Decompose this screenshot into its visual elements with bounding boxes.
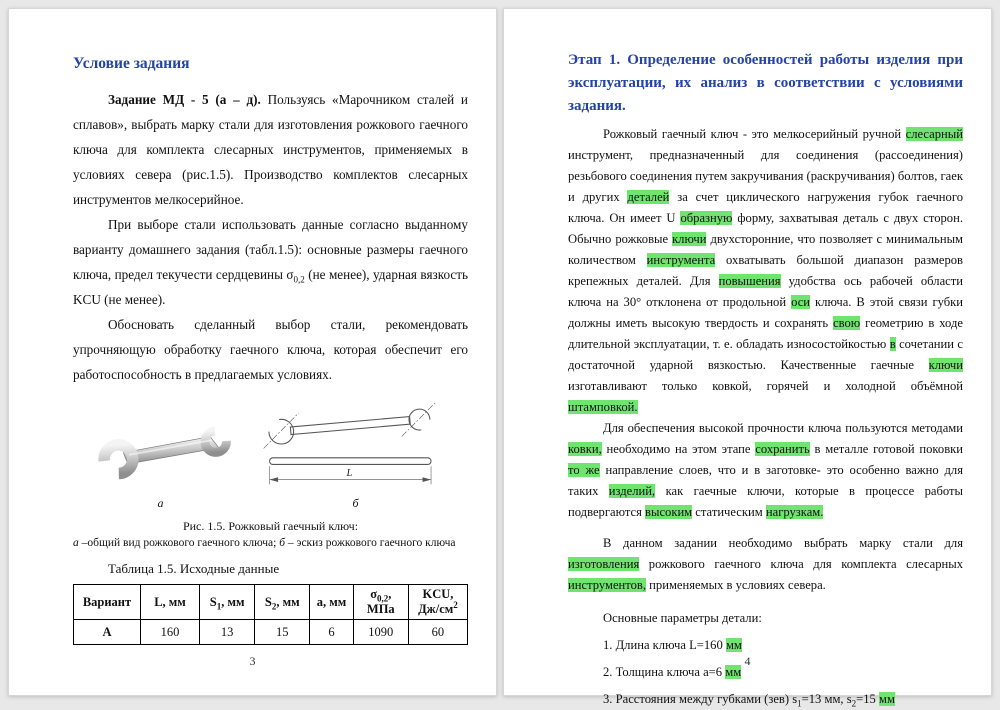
figure-part-b xyxy=(256,397,456,511)
page-left-content xyxy=(9,9,496,645)
dim-arrow-left xyxy=(269,477,278,482)
table-cell: 60 xyxy=(408,620,467,645)
figure-part-a xyxy=(86,399,236,511)
params-heading: Основные параметры детали: xyxy=(603,611,762,625)
section-heading: Условие задания xyxy=(73,55,190,72)
section-heading: Этап 1. Определение особенностей работы изделия при эксплуатации, их анализ в соответствии с условиями задания. xyxy=(568,52,963,114)
dim-label-L: L xyxy=(346,467,352,479)
page-left xyxy=(8,8,497,696)
table-cell: 13 xyxy=(200,620,255,645)
list-item: 2. Толщина ключа а=6 мм xyxy=(603,665,742,679)
table-cell: 1090 xyxy=(353,620,408,645)
table-cell: А xyxy=(74,620,141,645)
page-number: 4 xyxy=(744,654,751,668)
table-row xyxy=(74,620,468,645)
figure-label-a: а xyxy=(157,496,164,510)
wrench-sketch-figure xyxy=(256,397,456,492)
table-header-cell: KCU, $Дж/см^2$ xyxy=(408,585,467,620)
table-cell: 6 xyxy=(310,620,353,645)
paragraph: В данном задании необходимо выбрать марку стали для изготовления рожкового гаечного ключа для комплекта слесарных инструментов, применяемых в условиях севера. xyxy=(568,536,963,592)
page-number: 3 xyxy=(249,654,256,668)
table-cell: 160 xyxy=(140,620,199,645)
paragraph: Задание МД - 5 (а – д). Пользуясь «Марочником сталей и сплавов», выбрать марку стали для изготовления рожкового гаечного ключа для комплекта слесарных инструментов, применяемых в условиях севера (рис.1.5). Производство комплектов слесарных инструментов мелкосерийное. xyxy=(73,92,468,207)
paragraph: Рожковый гаечный ключ - это мелкосерийный ручной слесарный инструмент, предназначенный для соединения (рассоединения) резьбового соединения путем закручивания (раскручивания) болтов, гаек и других деталей за счет циклического нагружения губок гаечного ключа. Он имеет U образную форму, захватывая деталь с двух сторон. Обычно рожковые ключи двухсторонние, что позволяет с минимальным количеством инструмента охватывать большой диапазон размеров крепежных деталей. Для повышения удобства ось рабочей области ключа на 30° отклонена от продольной оси ключа. В этой связи губки должны иметь высокую твердость и сохранять свою геометрию в ходе длительной эксплуатации, т. е. обладать износостойкостью в сочетании с достаточной ударной вязкостью. Качественные гаечные ключи изготавливают только ковкой, горячей и холодной объёмной штамповкой. xyxy=(568,127,964,414)
table-header-cell: $S_2$, мм xyxy=(255,585,310,620)
table-cell: 15 xyxy=(255,620,310,645)
page-right-content xyxy=(504,9,991,710)
figure-1-5 xyxy=(73,397,468,511)
table-header-cell: $S_1$, мм xyxy=(200,585,255,620)
table-header-cell: L, мм xyxy=(140,585,199,620)
paragraph: При выборе стали использовать данные согласно выданному варианту домашнего задания (табл.1.5): основные размеры гаечного ключа, предел текучести сердцевины $\sigma_{0,2}$ (не менее), ударная вязкость KCU (не менее). xyxy=(73,217,469,307)
table-header-cell: а, мм xyxy=(310,585,353,620)
dim-arrow-right xyxy=(422,477,431,482)
paragraph: Для обеспечения высокой прочности ключа пользуются методами ковки, необходимо на этом этапе сохранить в металле готовой поковки то же направление слоев, что и в заготовке- это особенно важно для таких изделий, как гаечные ключи, которые в процессе работы подвергаются высоким статическим нагрузкам. xyxy=(568,421,964,519)
page-right xyxy=(503,8,992,709)
wrench-photo-figure xyxy=(86,399,236,492)
table-header-cell: $\sigma_{0,2}$, МПа xyxy=(353,585,408,620)
figure-label-b: б xyxy=(352,496,359,510)
data-table xyxy=(73,584,468,645)
list-item: 1. Длина ключа L=160 мм xyxy=(603,638,742,652)
paragraph: Обосновать сделанный выбор стали, рекомендовать упрочняющую обработку гаечного ключа, которая обеспечит его работоспособность в предлагаемых условиях. xyxy=(73,317,468,382)
table-caption: Таблица 1.5. Исходные данные xyxy=(108,561,280,576)
list-item: 3. Расстояния между губками (зев) $s_1=13$ мм, $s_2=15$ мм xyxy=(603,692,895,709)
wrench-top-view xyxy=(260,401,437,448)
wrench-body xyxy=(102,430,227,474)
figure-caption: Рис. 1.5. Рожковый гаечный ключ: xyxy=(182,519,359,533)
table-header-cell: Вариант xyxy=(74,585,141,620)
table-header-row xyxy=(74,585,468,620)
figure-subcaption: а –общий вид рожкового гаечного ключа; б – эскиз рожкового гаечного ключа xyxy=(73,537,456,549)
